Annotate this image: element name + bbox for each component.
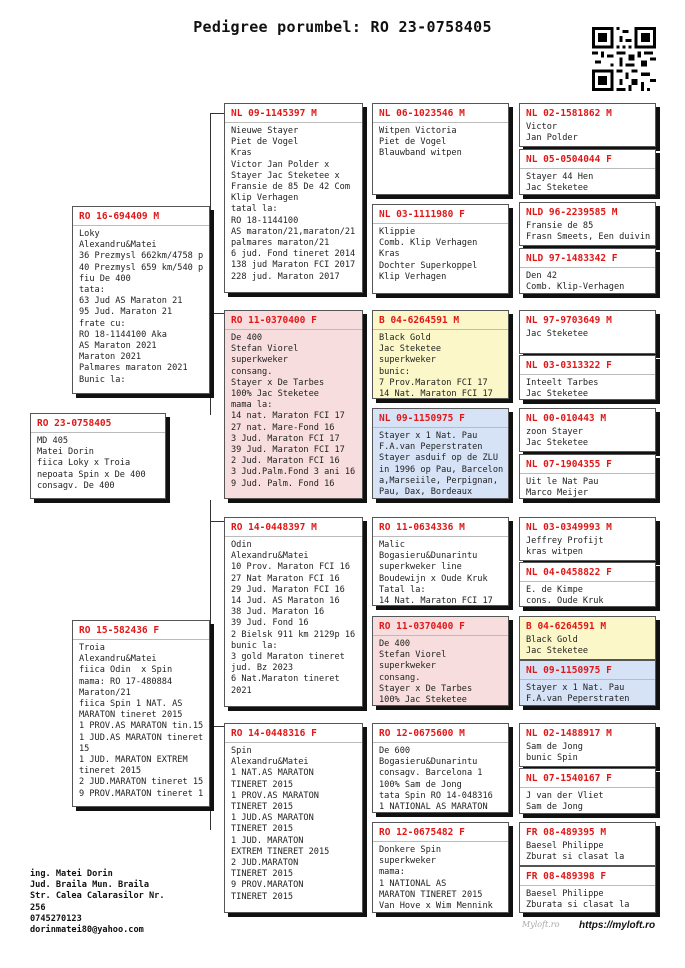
ring-number: NLD 97-1483342 F — [526, 253, 618, 264]
gen3-card-8 — [372, 822, 509, 913]
card-details: Jac Steketee — [526, 329, 589, 339]
card-details: Jeffrey Profijt kras witpen — [526, 536, 604, 558]
card-details: Victor Jan Polder — [526, 122, 578, 144]
sire-dam-card — [224, 310, 363, 499]
owner-contact: ing. Matei Dorin Jud. Braila Mun. Braila Str. Calea Calarasilor Nr. 256 0745270123 dorinmatei80@yahoo.com — [30, 869, 165, 936]
ring-number: RO 11-0370400 F — [379, 621, 465, 632]
card-details: Donkere Spin superkweker mama: 1 NATIONAL AS MARATON TINERET 2015 Van Hove x Wim Mennink — [379, 845, 493, 912]
page-title: Pedigree porumbel: RO 23-0758405 — [193, 18, 492, 36]
ring-number: FR 08-489395 M — [526, 827, 607, 838]
ring-number: RO 23-0758405 — [37, 418, 112, 429]
gen4-card-2 — [519, 149, 656, 195]
ring-number: NL 09-1150975 F — [526, 665, 612, 676]
ring-number: NL 97-9703649 M — [526, 315, 612, 326]
ring-number: NL 09-1145397 M — [231, 108, 317, 119]
ring-number: NL 05-0504044 F — [526, 154, 612, 165]
card-details: Black Gold Jac Steketee — [526, 635, 589, 657]
connector — [210, 521, 224, 522]
ring-number: NL 04-0458822 F — [526, 567, 612, 578]
qr-code — [592, 27, 656, 91]
gen3-card-1 — [372, 103, 509, 195]
connector — [210, 113, 211, 313]
gen4-card-12 — [519, 660, 656, 706]
gen3-card-7 — [372, 723, 509, 813]
card-details: Baesel Philippe Zburata si clasat la — [526, 889, 630, 911]
card-details: Malic Bogasieru&Dunarintu superkweker line Boudewijn x Oude Kruk Tatal la: 14 Nat. Maraton FCI 17 — [379, 540, 493, 606]
dam-dam-card — [224, 723, 363, 913]
ring-number: NL 03-0349993 M — [526, 522, 612, 533]
ring-number: RO 11-0634336 M — [379, 522, 465, 533]
gen4-card-4 — [519, 248, 656, 294]
signature: Myloft.ro — [522, 920, 560, 929]
card-details: De 400 Stefan Viorel superkweker consang. Stayer x De Tarbes 100% Jac Steketee mama la: 14 nat. Maraton FCI 17 27 nat. Mare-Fond 16 3 Jud. Maraton FCI 17 39 Jud. Maraton FCI 17 2 Jud. Maraton FCI 16 3 Jud.Palm.Fond 3 ani 16 9 Jud. Palm. Fond 16 — [231, 333, 356, 489]
gen4-card-13 — [519, 723, 656, 767]
gen3-card-2 — [372, 204, 509, 294]
gen4-card-14 — [519, 768, 656, 814]
sire-card — [72, 206, 210, 394]
gen4-card-3 — [519, 202, 656, 246]
card-details: Klippie Comb. Klip Verhagen Kras Dochter Superkoppel Klip Verhagen — [379, 227, 478, 282]
ring-number: NL 06-1023546 M — [379, 108, 465, 119]
gen4-card-16 — [519, 866, 656, 913]
card-details: Sam de Jong bunic Spin — [526, 742, 583, 764]
card-details: Odin Alexandru&Matei 10 Prov. Maraton FCI 16 27 Nat Maraton FCI 16 29 Jud. Maraton FCI 16 14 Jud. AS Maraton 16 38 Jud. Maraton 16 39 Jud. Fond 16 2 Bielsk 911 km 2129p 16 bunic la: 3 gold Maraton tineret jud. Bz 2023 6 Nat.Maraton tineret 2021 — [231, 540, 356, 696]
ring-number: NL 03-1111980 F — [379, 209, 465, 220]
ring-number: NL 07-1904355 F — [526, 459, 612, 470]
connector — [210, 313, 224, 314]
gen3-card-5 — [372, 517, 509, 606]
ring-number: RO 14-0448397 M — [231, 522, 317, 533]
ring-number: RO 16-694409 M — [79, 211, 160, 222]
connector — [210, 726, 224, 727]
subject-card — [30, 413, 166, 499]
card-details: Fransie de 85 Frasn Smeets, Een duivin — [526, 221, 651, 243]
card-details: Spin Alexandru&Matei 1 NAT.AS MARATON TINERET 2015 1 PROV.AS MARATON TINERET 2015 1 JUD.AS MARATON TINERET 2015 1 JUD. MARATON EXTREM TINERET 2015 2 JUD.MARATON TINERET 2015 9 PROV.MARATON TINERET 2015 — [231, 746, 330, 902]
card-details: De 400 Stefan Viorel superkweker consang. Stayer x De Tarbes 100% Jac Steketee — [379, 639, 473, 706]
card-details: Stayer 44 Hen Jac Steketee — [526, 172, 594, 194]
card-details: Stayer x 1 Nat. Pau F.A.van Peperstraten — [526, 683, 630, 705]
card-details: Witpen Victoria Piet de Vogel Blauwband witpen — [379, 126, 462, 159]
card-details: Den 42 Comb. Klip-Verhagen — [526, 271, 625, 293]
card-details: Troia Alexandru&Matei fiica Odin x Spin mama: RO 17-480884 Maraton/21 fiica Spin 1 NAT. AS MARATON tineret 2015 1 PROV.AS MARATON tin.15 1 JUD.AS MARATON tineret 15 1 JUD. MARATON EXTREM tineret 2015 2 JUD.MARATON tineret 15 9 PROV.MARATON tineret 1 — [79, 643, 204, 799]
ring-number: NL 07-1540167 F — [526, 773, 612, 784]
card-details: J van der Vliet Sam de Jong — [526, 791, 604, 813]
card-details: Black Gold Jac Steketee superkweker bunic: 7 Prov.Maraton FCI 17 14 Nat. Maraton FCI 17 — [379, 333, 493, 399]
gen4-card-10 — [519, 562, 656, 607]
ring-number: FR 08-489398 F — [526, 871, 607, 882]
gen3-card-6 — [372, 616, 509, 706]
card-details: Baesel Philippe Zburat si clasat la — [526, 841, 625, 863]
ring-number: NL 00-010443 M — [526, 413, 607, 424]
ring-number: RO 11-0370400 F — [231, 315, 317, 326]
gen4-card-11 — [519, 616, 656, 660]
card-details: Nieuwe Stayer Piet de Vogel Kras Victor Jan Polder x Stayer Jac Steketee x Fransie de 85 De 42 Com Klip Verhagen tatal la: RO 18-1144100 AS maraton/21,maraton/21 palmares maraton/21 6 jud. Fond tineret 2014 138 jud Maraton FCI 2017 228 jud. Maraton 2017 — [231, 126, 356, 282]
connector — [210, 113, 224, 114]
website-link[interactable]: https://myloft.ro — [579, 920, 656, 931]
ring-number: RO 15-582436 F — [79, 625, 160, 636]
card-details: zoon Stayer Jac Steketee — [526, 427, 589, 449]
sire-sire-card — [224, 103, 363, 293]
dam-card — [72, 620, 210, 807]
ring-number: NL 03-0313322 F — [526, 360, 612, 371]
ring-number: NL 02-1488917 M — [526, 728, 612, 739]
dam-sire-card — [224, 517, 363, 707]
gen4-card-9 — [519, 517, 656, 561]
card-details: Stayer x 1 Nat. Pau F.A.van Peperstraten Stayer asduif op de ZLU in 1996 op Pau, Barcelon a,Marseiile, Perpignan, Pau, Dax, Bordeaux — [379, 431, 504, 498]
gen3-card-4 — [372, 408, 509, 499]
ring-number: RO 14-0448316 F — [231, 728, 317, 739]
gen4-card-1 — [519, 103, 656, 147]
ring-number: NL 02-1581862 M — [526, 108, 612, 119]
connector — [210, 521, 211, 726]
ring-number: RO 12-0675482 F — [379, 827, 465, 838]
card-details: E. de Kimpe cons. Oude Kruk — [526, 585, 604, 607]
card-details: MD 405 Matei Dorin fiica Loky x Troia nepoata Spin x De 400 consagv. De 400 — [37, 436, 146, 491]
gen4-card-5 — [519, 310, 656, 354]
ring-number: B 04-6264591 M — [379, 315, 460, 326]
card-details: De 600 Bogasieru&Dunarintu consagv. Barcelona 1 100% Sam de Jong tata Spin RO 14-048316 1 NATIONAL AS MARATON — [379, 746, 493, 813]
gen4-card-7 — [519, 408, 656, 452]
card-details: Inteelt Tarbes Jac Steketee — [526, 378, 599, 400]
ring-number: RO 12-0675600 M — [379, 728, 465, 739]
ring-number: NL 09-1150975 F — [379, 413, 465, 424]
gen4-card-6 — [519, 355, 656, 400]
gen3-card-3 — [372, 310, 509, 399]
gen4-card-8 — [519, 454, 656, 499]
card-details: Uit le Nat Pau Marco Meijer — [526, 477, 599, 499]
card-details: Loky Alexandru&Matei 36 Prezmysl 662km/4758 p 40 Prezmysl 659 km/540 p fiu De 400 tata: 63 Jud AS Maraton 21 95 Jud. Maraton 21 frate cu: RO 18-1144100 Aka AS Maraton 2021 Maraton 2021 Palmares maraton 2021 Bunic la: — [79, 229, 204, 385]
gen4-card-15 — [519, 822, 656, 866]
ring-number: NLD 96-2239585 M — [526, 207, 618, 218]
ring-number: B 04-6264591 M — [526, 621, 607, 632]
